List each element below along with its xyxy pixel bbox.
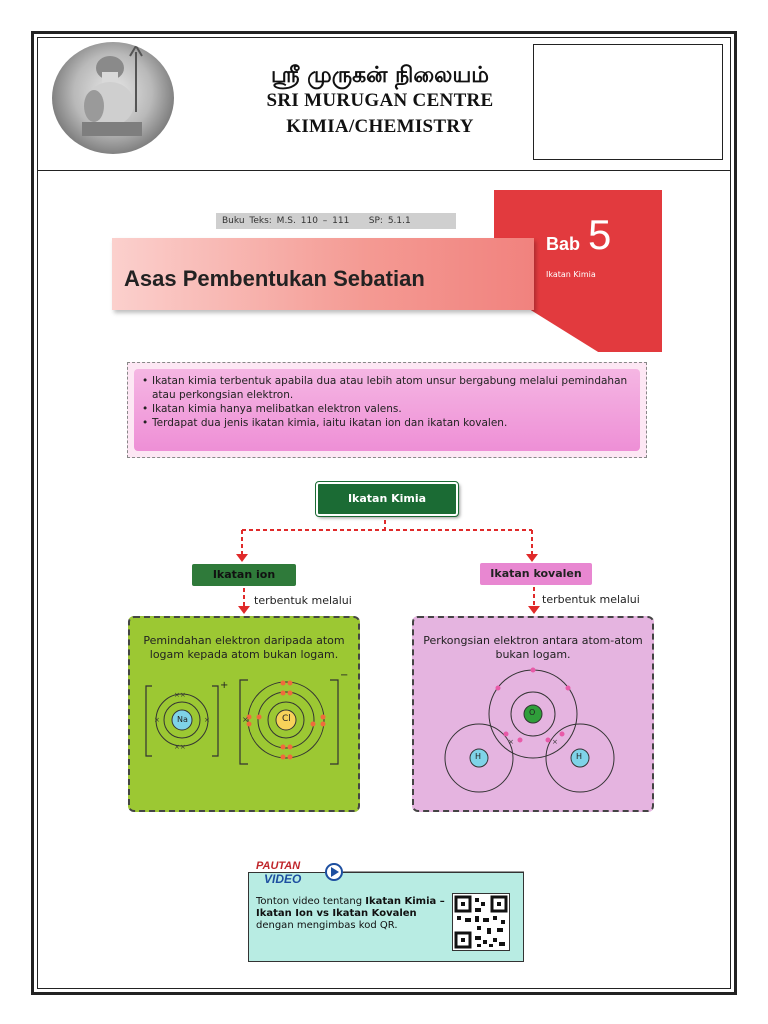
video-text-suffix: dengan mengimbas kod QR.: [256, 920, 398, 931]
centre-name: SRI MURUGAN CENTRE: [266, 90, 494, 111]
covalent-formed-via: terbentuk melalui: [542, 593, 640, 606]
chlorine-label: Cl: [282, 714, 291, 724]
key-point: • Ikatan kimia hanya melibatkan elektron valens.: [142, 402, 632, 416]
ionic-description: Pemindahan elektron daripada atom logam kepada atom bukan logam.: [143, 634, 345, 661]
hydrogen-label-left: H: [475, 752, 482, 761]
sodium-label: Na: [177, 715, 188, 724]
sp-reference: SP: 5.1.1: [368, 216, 411, 226]
svg-text:×: ×: [204, 716, 210, 724]
textbook-pages: Buku Teks: M.S. 110 – 111: [222, 216, 350, 226]
hydrogen-label-right: H: [576, 752, 583, 761]
svg-text:××: ××: [174, 691, 186, 699]
video-logo-top: PAUTAN: [256, 860, 301, 872]
ionic-formed-via: terbentuk melalui: [254, 594, 352, 607]
bab-number: 5: [588, 211, 612, 258]
key-point: • Ikatan kimia terbentuk apabila dua atau lebih atom unsur bergabung melalui pemindahan atau perkongsian elektron.: [142, 374, 632, 402]
video-text-prefix: Tonton video tentang: [256, 896, 366, 907]
video-logo-bottom: VIDEO: [264, 872, 302, 886]
bab-subtitle: Ikatan Kimia: [546, 270, 596, 279]
oxygen-label: O: [529, 708, 536, 717]
tamil-title: ஸ்ரீ முருகன் நிலையம்: [270, 62, 490, 88]
concept-root: Ikatan Kimia: [316, 482, 458, 516]
chapter-title: Asas Pembentukan Sebatian: [124, 266, 425, 291]
covalent-description: Perkongsian elektron antara atom-atom bukan logam.: [423, 634, 643, 661]
key-point: • Terdapat dua jenis ikatan kimia, iaitu ikatan ion dan ikatan kovalen.: [142, 416, 632, 430]
subject-name: KIMIA/CHEMISTRY: [286, 116, 474, 137]
video-description: [256, 896, 446, 932]
bab-label: Bab: [546, 234, 581, 254]
chloride-charge: −: [340, 670, 349, 681]
svg-text:×: ×: [508, 738, 514, 746]
svg-text:×: ×: [154, 716, 160, 724]
sodium-charge: +: [220, 680, 229, 691]
concept-covalent-bond: Ikatan kovalen: [480, 563, 592, 585]
svg-text:×: ×: [552, 738, 558, 746]
video-text-bold: Ikatan Kimia – Ikatan Ion vs Ikatan Kovalen: [256, 896, 445, 919]
svg-text:×: ×: [242, 715, 249, 724]
qr-code-icon[interactable]: [452, 893, 510, 951]
concept-ionic-bond: Ikatan ion: [192, 564, 296, 586]
svg-text:××: ××: [174, 743, 186, 751]
